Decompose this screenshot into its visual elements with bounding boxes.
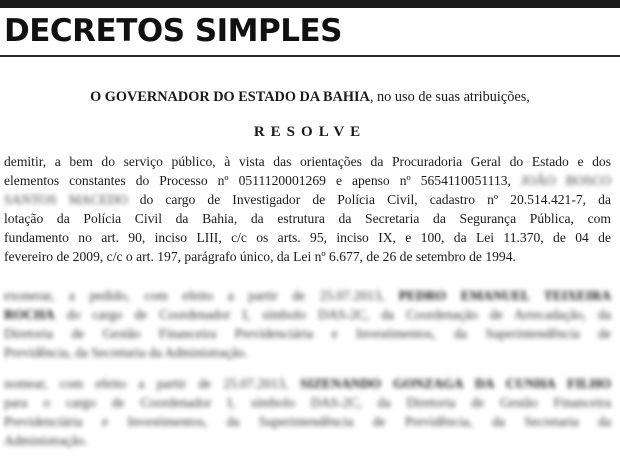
header-divider bbox=[0, 55, 620, 57]
decree-appointment bbox=[4, 374, 611, 450]
decree-line: Administração. bbox=[4, 433, 88, 448]
decree-line: para o cargo de Coordenador I, símbolo DAS-2C, da Diretoria de Gestão Financeira bbox=[4, 395, 611, 410]
person-name: SIZENANDO GONZAGA DA CUNHA FILHO bbox=[300, 376, 611, 391]
governor-heading: O GOVERNADOR DO ESTADO DA BAHIA bbox=[90, 89, 370, 105]
decree-line: demitir, a bem do serviço público, à vista das orientações da Procuradoria Geral do Estado e dos bbox=[4, 154, 611, 169]
decree-line: Previdenciária e Investimentos, da Superintendência de Previdência, da Secretaria da bbox=[4, 414, 611, 429]
person-name: PEDRO EMANUEL TEIXEIRA bbox=[398, 288, 611, 303]
governor-intro-rest: , no uso de suas atribuições, bbox=[369, 89, 530, 105]
redacted-name: SANTOS MACEDO bbox=[4, 192, 128, 207]
decree-text: nomear, com efeito a partir de 25.07.2013, bbox=[4, 376, 288, 391]
person-name: ROCHA bbox=[4, 307, 55, 322]
decree-dismissal bbox=[4, 152, 611, 266]
decree-line bbox=[4, 374, 611, 393]
decree-line bbox=[4, 171, 611, 190]
decree-line: fevereiro de 2009, c/c o art. 197, parágrafo único, da Lei nº 6.677, de 26 de setembro de 1994. bbox=[4, 249, 516, 264]
decree-exoneration bbox=[4, 286, 611, 362]
decree-text: exonerar, a pedido, com efeito a partir de 25.07.2013, bbox=[4, 288, 385, 303]
decree-line bbox=[4, 190, 611, 209]
decree-line: Previdência, da Secretaria da Administração. bbox=[4, 345, 248, 360]
section-title: DECRETOS SIMPLES bbox=[4, 13, 343, 49]
governor-intro bbox=[0, 89, 620, 106]
decree-text: do cargo de Coordenador I, símbolo DAS-2C, da Coordenação de Arrecadação, da bbox=[66, 307, 612, 322]
top-rule bbox=[0, 0, 620, 8]
decree-line bbox=[4, 305, 611, 324]
decree-line: fundamento no art. 90, inciso LIII, c/c os arts. 95, inciso IX, e 100, da Lei 11.370, de 04 de bbox=[4, 230, 611, 245]
decree-line: Diretoria de Gestão Financeira Previdenciária e Investimentos, da Superintendência de bbox=[4, 326, 611, 341]
redacted-name: JOÃO BOSCO bbox=[520, 173, 611, 188]
resolve-heading: RESOLVE bbox=[253, 124, 367, 140]
decree-text: elementos constantes do Processo nº 0511120001269 e apenso nº 5654110051113, bbox=[4, 173, 511, 188]
decree-line bbox=[4, 286, 611, 305]
decree-line: lotação da Polícia Civil da Bahia, da estrutura da Secretaria da Segurança Pública, com bbox=[4, 211, 611, 226]
decree-text: do cargo de Investigador de Polícia Civil, cadastro nº 20.514.421-7, da bbox=[139, 192, 611, 207]
